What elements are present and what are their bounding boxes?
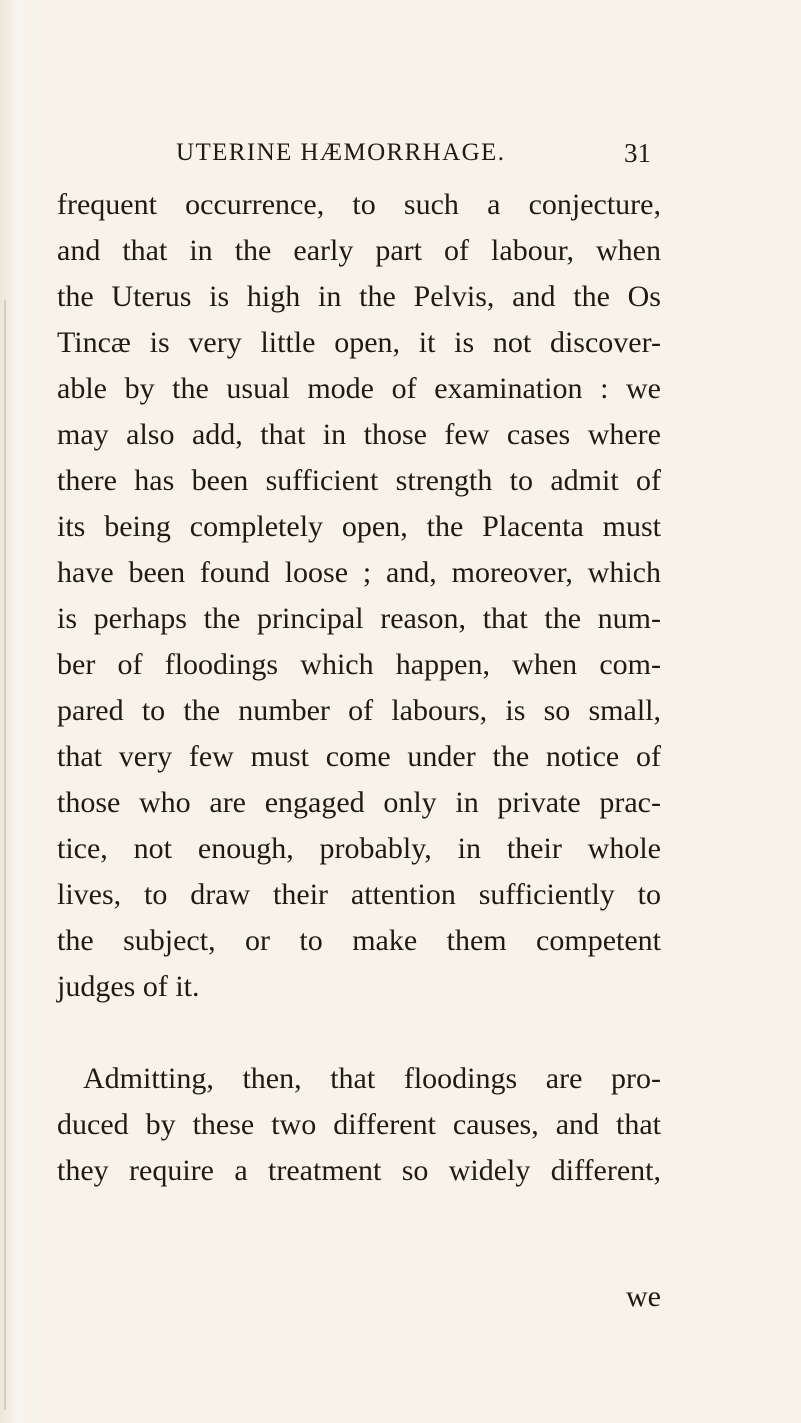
- text-line: Admitting, then, that floodings are pro-: [83, 1062, 661, 1095]
- page-number: 31: [624, 138, 651, 168]
- text-line: duced by these two different causes, and that: [57, 1108, 661, 1141]
- text-line: they require a treatment so widely different,: [57, 1154, 661, 1187]
- catchword-row: [57, 1274, 661, 1320]
- text-line: may also add, that in those few cases where: [57, 418, 661, 451]
- text-line: the subject, or to make them competent: [57, 924, 661, 957]
- text-line: the Uterus is high in the Pelvis, and the Os: [57, 280, 661, 313]
- text-line: have been found loose ; and, moreover, which: [57, 556, 661, 589]
- binding-gutter: [4, 300, 6, 1410]
- body-text: [57, 182, 661, 1194]
- text-line: and that in the early part of labour, when: [57, 234, 661, 267]
- text-line: there has been sufficient strength to admit of: [57, 464, 661, 497]
- text-line: its being completely open, the Placenta must: [57, 510, 661, 543]
- text-line: tice, not enough, probably, in their whole: [57, 832, 661, 865]
- text-line: lives, to draw their attention sufficiently to: [57, 878, 661, 911]
- catchword: we: [626, 1280, 661, 1313]
- text-line: those who are engaged only in private prac-: [57, 786, 661, 819]
- text-line: Tincæ is very little open, it is not discover-: [57, 326, 661, 359]
- text-line: pared to the number of labours, is so small,: [57, 694, 661, 727]
- text-line: able by the usual mode of examination : we: [57, 372, 661, 405]
- text-line: frequent occurrence, to such a conjecture,: [57, 188, 661, 221]
- text-line: ber of floodings which happen, when com-: [57, 648, 661, 681]
- running-head: [0, 138, 801, 178]
- text-line: is perhaps the principal reason, that the num-: [57, 602, 661, 635]
- text-line: judges of it.: [57, 970, 200, 1003]
- text-line: that very few must come under the notice of: [57, 740, 661, 773]
- paragraph-gap: [57, 1010, 661, 1056]
- running-title: UTERINE HÆMORRHAGE.: [176, 139, 506, 166]
